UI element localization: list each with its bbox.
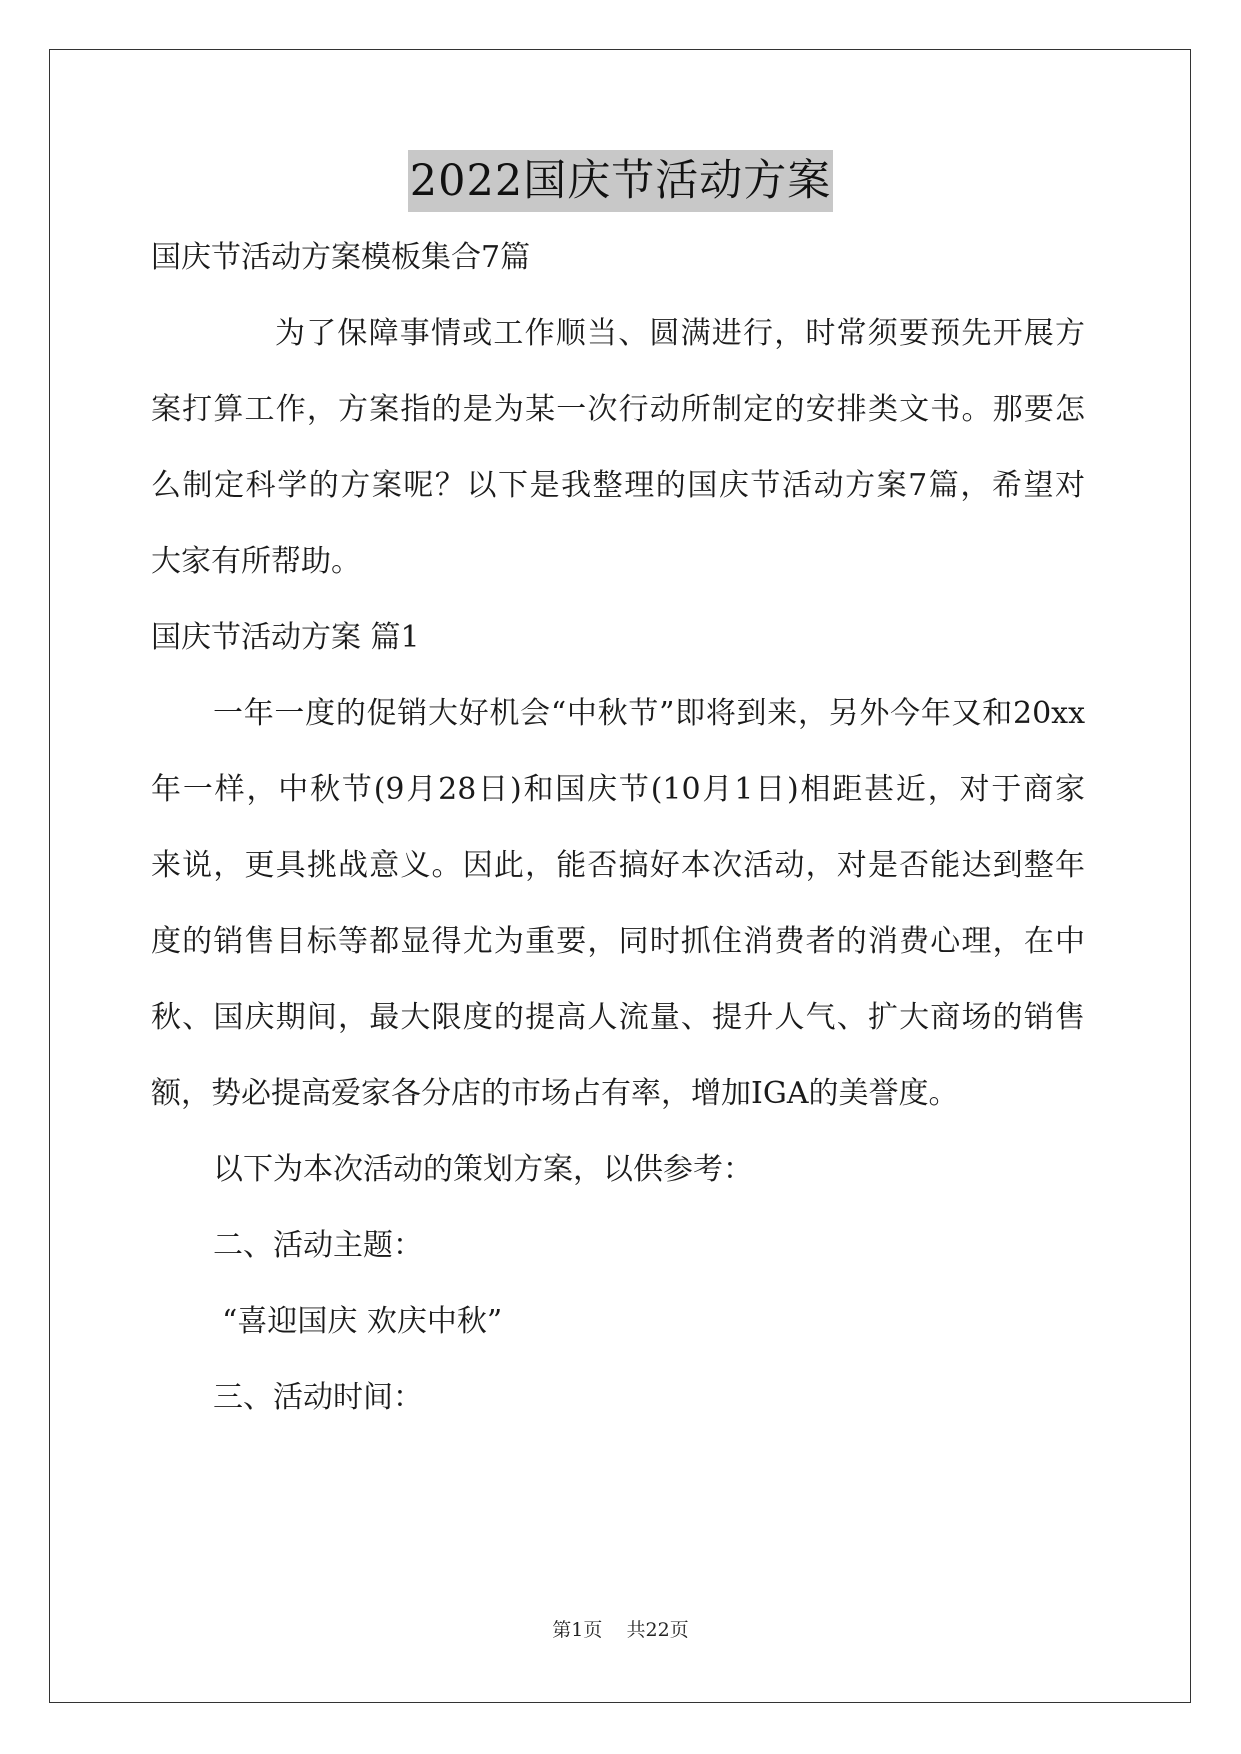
theme-text: “喜迎国庆 欢庆中秋” <box>222 1304 503 1339</box>
document-title: 2022国庆节活动方案 <box>408 150 833 212</box>
subtitle-line: 国庆节活动方案模板集合7篇 <box>151 240 531 275</box>
para-line-4: 度的销售目标等都显得尤为重要，同时抓住消费者的消费心理，在中 <box>151 924 1085 959</box>
time-heading: 三、活动时间： <box>213 1380 423 1415</box>
para-line-5: 秋、国庆期间，最大限度的提高人流量、提升人气、扩大商场的销售 <box>151 1000 1085 1035</box>
intro-line-1: 为了保障事情或工作顺当、圆满进行，时常须要预先开展方 <box>275 316 1085 351</box>
para-line-2: 年一样，中秋节(9月28日)和国庆节(10月1日)相距甚近，对于商家 <box>151 772 1085 807</box>
intro-line-4: 大家有所帮助。 <box>151 544 361 579</box>
intro-line-3: 么制定科学的方案呢？以下是我整理的国庆节活动方案7篇，希望对 <box>151 468 1085 503</box>
para-line-6: 额，势必提高爱家各分店的市场占有率，增加IGA的美誉度。 <box>151 1076 959 1111</box>
page-footer <box>0 1618 1241 1642</box>
intro-line-2: 案打算工作，方案指的是为某一次行动所制定的安排类文书。那要怎 <box>151 392 1085 427</box>
reference-line: 以下为本次活动的策划方案，以供参考： <box>213 1152 753 1187</box>
theme-heading: 二、活动主题： <box>213 1228 423 1263</box>
page-number: 第1页 共22页 <box>552 1619 689 1641</box>
section-heading-1: 国庆节活动方案 篇1 <box>151 620 420 655</box>
para-line-1: 一年一度的促销大好机会“中秋节”即将到来，另外今年又和20xx <box>213 696 1085 731</box>
para-line-3: 来说，更具挑战意义。因此，能否搞好本次活动，对是否能达到整年 <box>151 848 1085 883</box>
title-container <box>0 150 1241 212</box>
